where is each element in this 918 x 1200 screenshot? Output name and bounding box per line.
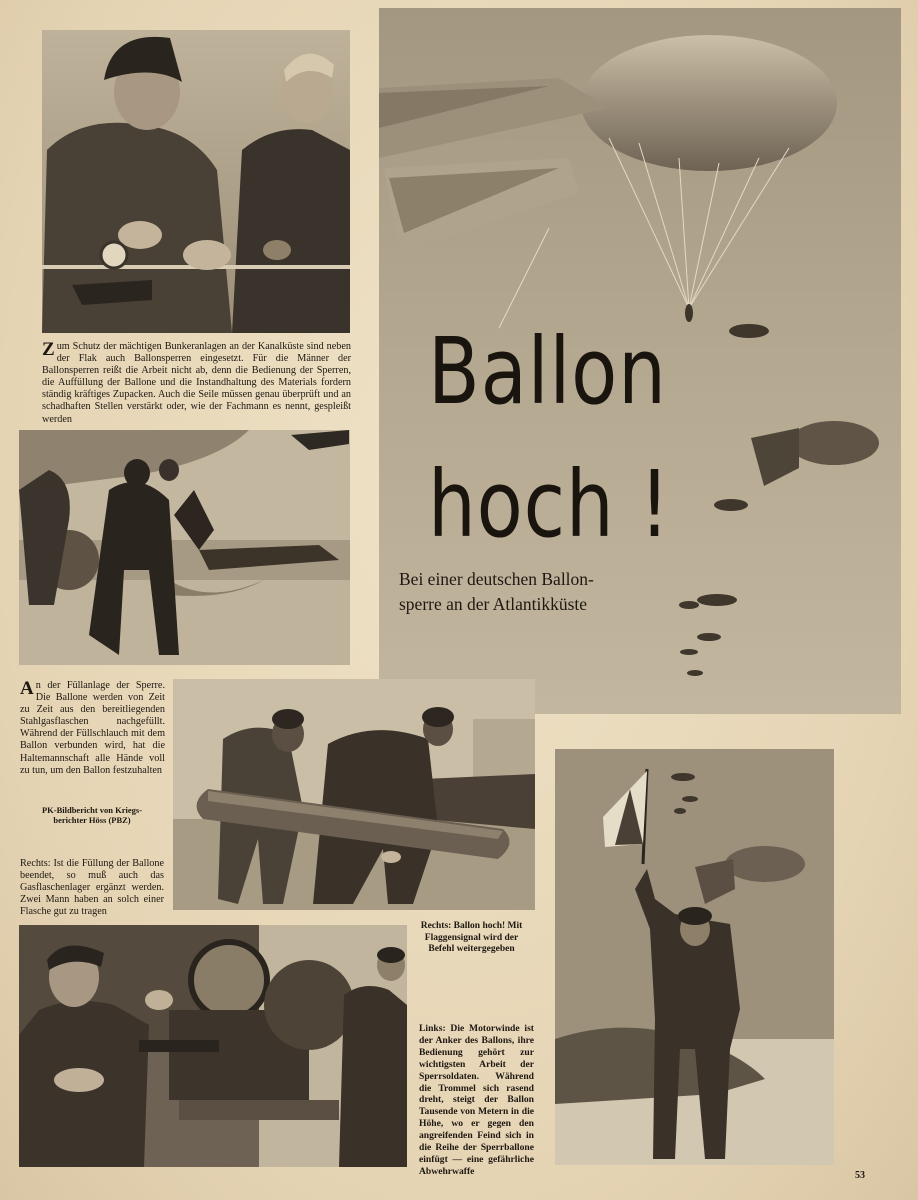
caption-filling-dropcap: A [20,678,34,699]
photo-gas-cylinder [173,679,535,910]
caption-flag-signal-text: Rechts: Ballon hoch! Mit Flaggensignal wird der Befehl weitergegeben [420,921,523,954]
photo-cable-splicing-image [42,30,350,333]
page-number: 53 [855,1170,865,1181]
photo-balloon-crew-image [19,430,350,665]
photo-balloon-crew [19,430,350,665]
photo-credit-line2: berichter Höss (PBZ) [53,815,131,825]
caption-gas-cylinder [20,858,164,918]
headline-line2: hoch ! [428,451,671,558]
caption-flag-signal [419,921,524,956]
caption-cable-splicing-text: um Schutz der mächtigen Bunkeranlagen an der Kanalküste sind neben der Flak auch Ballonsperren eingesetzt. Für die Männer der Ballonsperren reißt die Arbeit nicht ab, denn die Bedienung der Sperren, die Auffüllung der Ballone und die Instandhaltung des Materials fordern ständig kräftiges Zupacken. Auch die Seile müssen genau überprüft und an schadhaften Stellen verstärkt oder, wie der Fachmann es nennt, gespleißt werden [42,341,351,425]
photo-cable-splicing [42,30,350,333]
photo-gas-cylinder-image [173,679,535,910]
caption-filling-station [20,680,165,777]
photo-credit [22,805,162,825]
caption-gas-cylinder-text: Rechts: Ist die Füllung der Ballone beendet, so muß auch das Gasflaschenlager ergänzt werden. Zwei Mann haben an solch einer Flasche gut zu tragen [20,858,164,918]
subtitle-line1: Bei einer deutschen Ballon- [399,569,594,589]
photo-flag-signal-image [555,749,834,1165]
caption-cable-splicing-dropcap: Z [42,339,55,360]
caption-motor-winch-text: Links: Die Motorwinde ist der Anker des Ballons, ihre Bedienung gehört zur wichtigsten Arbeit der Sperrsoldaten. Während die Trommel sich rasend dreht, steigt der Ballon Tausende von Metern in die Höhe, wo er gegen den angreifenden Feind sich in die Reihe der Sperrballone einfügt — eine gefährliche Abwehrwaffe [419,1023,534,1177]
photo-motor-winch [19,925,407,1167]
caption-motor-winch [419,1023,534,1178]
photo-flag-signal [555,749,834,1165]
headline-line1: Ballon [428,318,667,425]
caption-cable-splicing [42,341,351,426]
subtitle-line2: sperre an der Atlantikküste [399,594,588,614]
caption-filling-text: n der Füllanlage der Sperre. Die Ballone werden von Zeit zu Zeit aus den bereitliegenden Stahlgasflaschen nachgefüllt. Während der Füllschlauch mit dem Ballon verbunden wird, hat die Haltemannschaft alle Hände voll zu tun, um den Ballon festzuhalten [20,680,165,776]
photo-credit-line1: PK-Bildbericht von Kriegs- [41,805,143,815]
photo-motor-winch-image [19,925,407,1167]
